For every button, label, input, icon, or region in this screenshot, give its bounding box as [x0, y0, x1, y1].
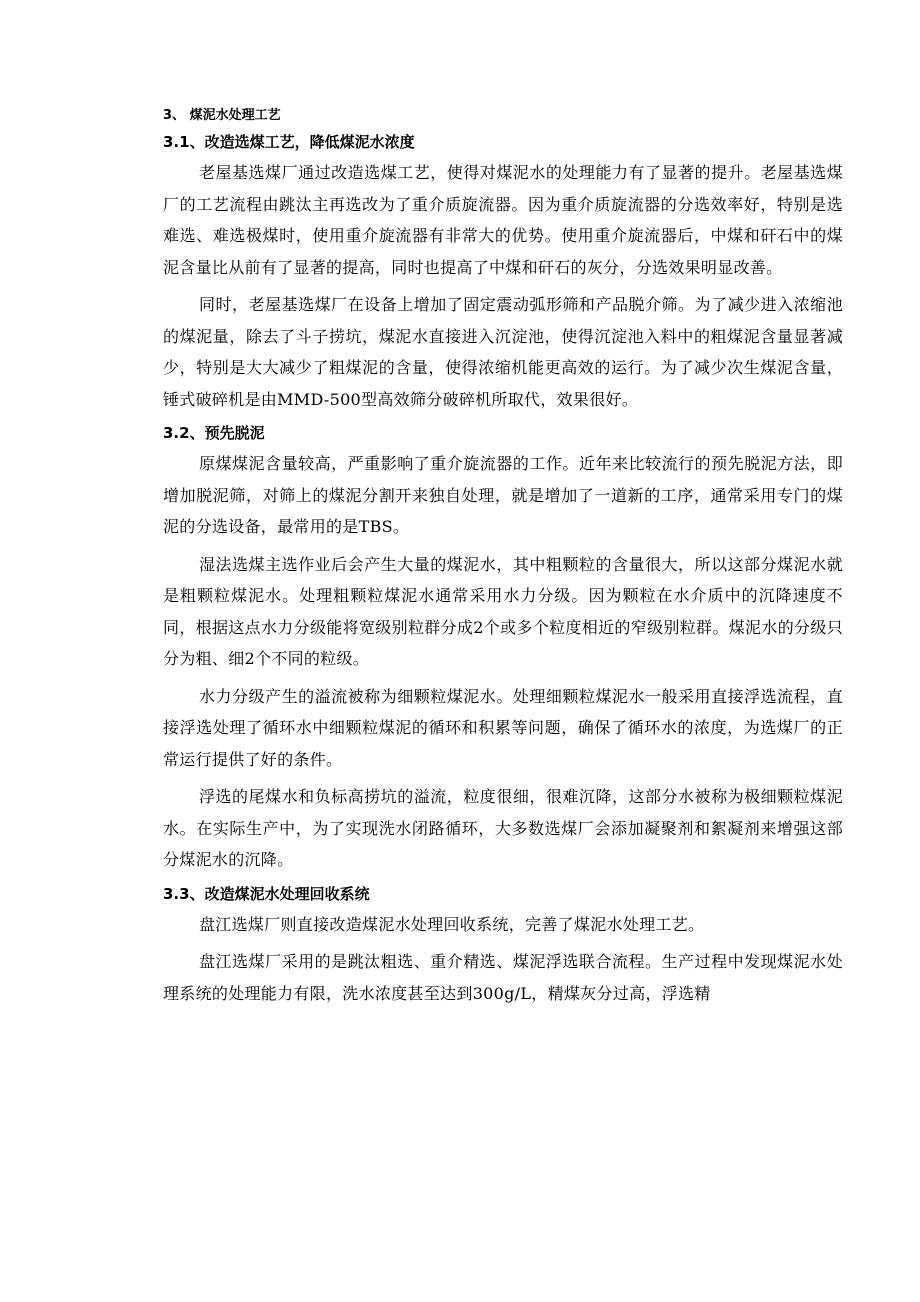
- paragraph-3-3-1: 盘江选煤厂则直接改造煤泥水处理回收系统，完善了煤泥水处理工艺。: [199, 914, 705, 934]
- paragraph-3-2-2: 湿法选煤主选作业后会产生大量的煤泥水，其中粗颗粒的含量很大，所以这部分煤泥水就是粗颗粒煤泥水。处理粗颗粒煤泥水通常采用水力分级。因为颗粒在水介质中的沉降速度不同，根据这点水力分级能将宽级别粒群分成2个或多个粒度相近的窄级别粒群。煤泥水的分级只分为粗、细2个不同的粒级。: [163, 554, 843, 668]
- paragraph-3-2-4: 浮选的尾煤水和负标高捞坑的溢流，粒度很细，很难沉降，这部分水被称为极细颗粒煤泥水。在实际生产中，为了实现洗水闭路循环，大多数选煤厂会添加凝聚剂和絮凝剂来增强这部分煤泥水的沉降。: [163, 787, 843, 869]
- document-page: [163, 103, 843, 1015]
- subsection-heading-3-3: 3.3、改造煤泥水处理回收系统: [163, 884, 370, 903]
- paragraph-3-2-3: 水力分级产生的溢流被称为细颗粒煤泥水。处理细颗粒煤泥水一般采用直接浮选流程，直接浮选处理了循环水中细颗粒煤泥的循环和积累等问题，确保了循环水的浓度，为选煤厂的正常运行提供了好的条件。: [163, 686, 843, 769]
- paragraph-3-1-2: 同时，老屋基选煤厂在设备上增加了固定震动弧形筛和产品脱介筛。为了减少进入浓缩池的煤泥量，除去了斗子捞坑，煤泥水直接进入沉淀池，使得沉淀池入料中的粗煤泥含量显著减少，特别是大大减少了粗煤泥的含量，使得浓缩机能更高效的运行。为了减少次生煤泥含量，锤式破碎机是由MMD-500型高效筛分破碎机所取代，效果很好。: [163, 295, 843, 409]
- paragraph-3-2-1: 原煤煤泥含量较高，严重影响了重介旋流器的工作。近年来比较流行的预先脱泥方法，即增加脱泥筛，对筛上的煤泥分割开来独自处理，就是增加了一道新的工序，通常采用专门的煤泥的分选设备，最常用的是TBS。: [163, 454, 843, 536]
- paragraph-3-3-2: 盘江选煤厂采用的是跳汰粗选、重介精选、煤泥浮选联合流程。生产过程中发现煤泥水处理系统的处理能力有限，洗水浓度甚至达到300g/L，精煤灰分过高，浮选精: [163, 952, 843, 1003]
- subsection-heading-3-1: 3.1、改造选煤工艺，降低煤泥水浓度: [163, 133, 415, 151]
- paragraph-3-1-1: 老屋基选煤厂通过改造选煤工艺，使得对煤泥水的处理能力有了显著的提升。老屋基选煤厂的工艺流程由跳汰主再选改为了重介质旋流器。因为重介质旋流器的分选效率好，特别是选难选、难选极煤时，使用重介旋流器有非常大的优势。使用重介旋流器后，中煤和矸石中的煤泥含量比从前有了显著的提高，同时也提高了中煤和矸石的灰分，分选效果明显改善。: [163, 163, 843, 277]
- section-title: 3、 煤泥水处理工艺: [163, 108, 281, 123]
- subsection-heading-3-2: 3.2、预先脱泥: [163, 424, 265, 442]
